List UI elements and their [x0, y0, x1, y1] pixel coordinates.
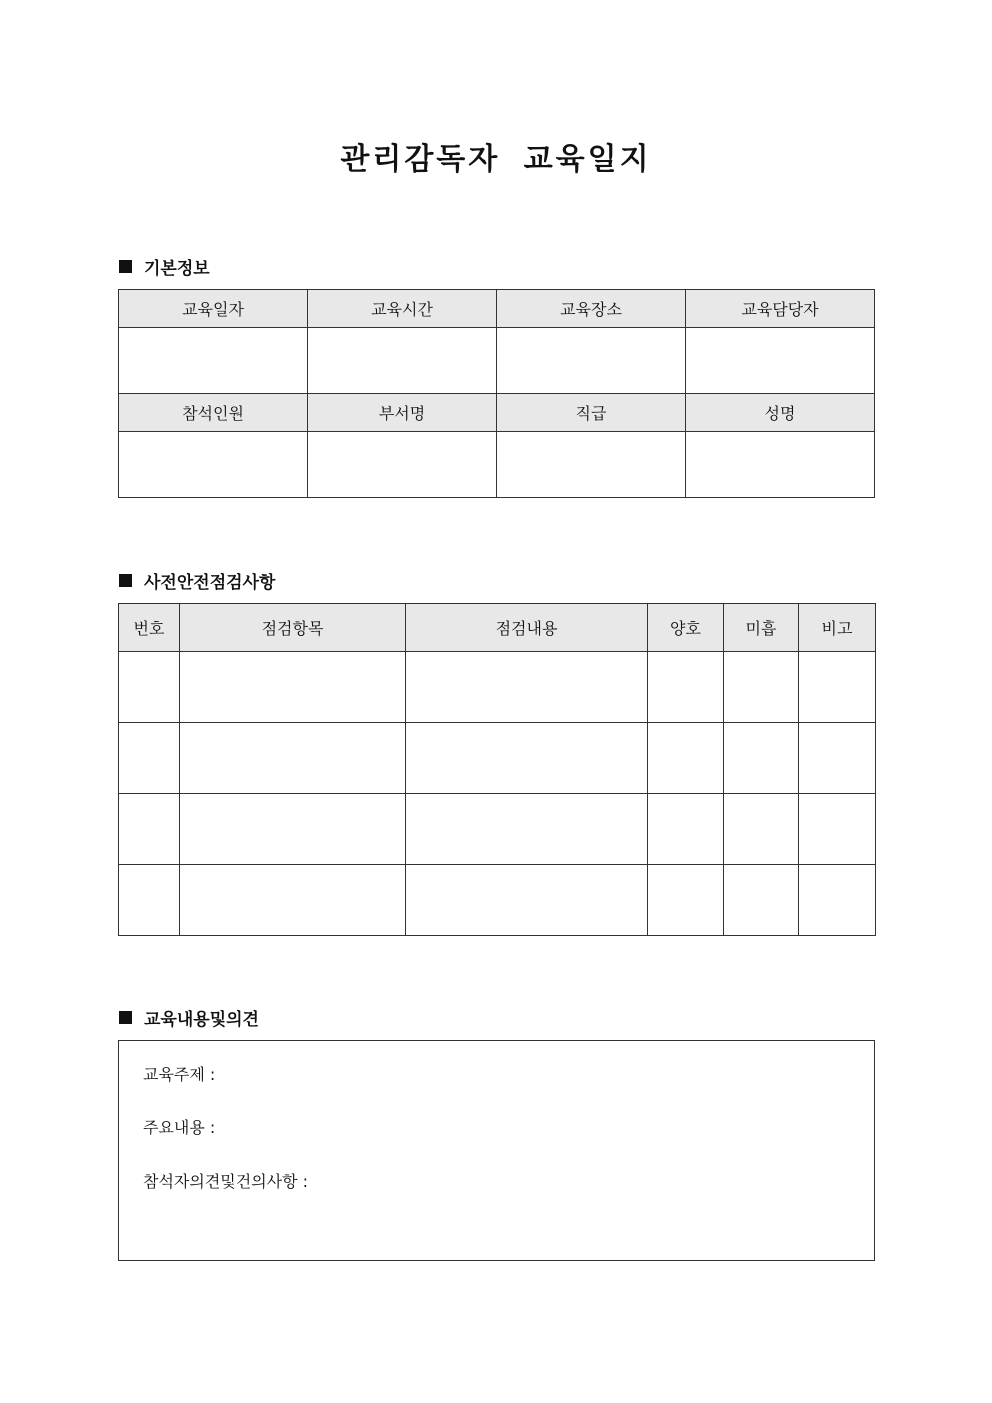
- table-row: [119, 723, 876, 794]
- safety-header-row: [119, 604, 876, 652]
- header-position: 직급: [497, 394, 686, 432]
- square-bullet-icon: [119, 574, 132, 587]
- remarks-cell[interactable]: [799, 723, 876, 794]
- check-content-cell[interactable]: [406, 723, 648, 794]
- header-department: 부서명: [308, 394, 497, 432]
- table-row: [119, 794, 876, 865]
- check-content-cell[interactable]: [406, 865, 648, 936]
- square-bullet-icon: [119, 1011, 132, 1024]
- section-content-label: 교육내용및의견: [144, 1010, 259, 1030]
- topic-label: 교육주제 :: [143, 1065, 216, 1084]
- poor-cell[interactable]: [724, 652, 799, 723]
- basic-input-row-1: [119, 328, 875, 394]
- edu-place-cell[interactable]: [497, 328, 686, 394]
- basic-header-row-2: [119, 394, 875, 432]
- table-row: [119, 865, 876, 936]
- number-cell[interactable]: [119, 794, 180, 865]
- header-poor: 미흡: [724, 604, 799, 652]
- check-item-cell[interactable]: [180, 865, 406, 936]
- remarks-cell[interactable]: [799, 652, 876, 723]
- section-safety-label: 사전안전점검사항: [144, 573, 276, 593]
- header-check-content: 점검내용: [406, 604, 648, 652]
- remarks-cell[interactable]: [799, 794, 876, 865]
- number-cell[interactable]: [119, 723, 180, 794]
- section-basic-heading: [119, 254, 210, 279]
- header-remarks: 비고: [799, 604, 876, 652]
- position-cell[interactable]: [497, 432, 686, 498]
- poor-cell[interactable]: [724, 865, 799, 936]
- check-item-cell[interactable]: [180, 652, 406, 723]
- header-edu-date: 교육일자: [119, 290, 308, 328]
- page-title: 관리감독자 교육일지: [340, 142, 652, 177]
- header-name: 성명: [686, 394, 875, 432]
- basic-input-row-2: [119, 432, 875, 498]
- edu-time-cell[interactable]: [308, 328, 497, 394]
- table-row: [119, 652, 876, 723]
- name-cell[interactable]: [686, 432, 875, 498]
- check-item-cell[interactable]: [180, 723, 406, 794]
- number-cell[interactable]: [119, 652, 180, 723]
- square-bullet-icon: [119, 260, 132, 273]
- number-cell[interactable]: [119, 865, 180, 936]
- header-edu-place: 교육장소: [497, 290, 686, 328]
- section-content-heading: [119, 1005, 259, 1030]
- opinions-label: 참석자의견및건의사항 :: [143, 1172, 309, 1191]
- header-check-item: 점검항목: [180, 604, 406, 652]
- good-cell[interactable]: [648, 652, 724, 723]
- remarks-cell[interactable]: [799, 865, 876, 936]
- attendees-cell[interactable]: [119, 432, 308, 498]
- header-edu-time: 교육시간: [308, 290, 497, 328]
- header-edu-manager: 교육담당자: [686, 290, 875, 328]
- section-safety-heading: [119, 568, 275, 593]
- basic-header-row-1: [119, 290, 875, 328]
- header-number: 번호: [119, 604, 180, 652]
- main-content-label: 주요내용 :: [143, 1118, 216, 1137]
- edu-date-cell[interactable]: [119, 328, 308, 394]
- safety-check-table: [118, 603, 876, 936]
- header-good: 양호: [648, 604, 724, 652]
- basic-info-table: [118, 289, 875, 498]
- good-cell[interactable]: [648, 723, 724, 794]
- content-box[interactable]: [118, 1040, 875, 1261]
- edu-manager-cell[interactable]: [686, 328, 875, 394]
- poor-cell[interactable]: [724, 723, 799, 794]
- header-attendees: 참석인원: [119, 394, 308, 432]
- check-item-cell[interactable]: [180, 794, 406, 865]
- good-cell[interactable]: [648, 865, 724, 936]
- good-cell[interactable]: [648, 794, 724, 865]
- poor-cell[interactable]: [724, 794, 799, 865]
- department-cell[interactable]: [308, 432, 497, 498]
- check-content-cell[interactable]: [406, 652, 648, 723]
- check-content-cell[interactable]: [406, 794, 648, 865]
- section-basic-label: 기본정보: [144, 259, 210, 279]
